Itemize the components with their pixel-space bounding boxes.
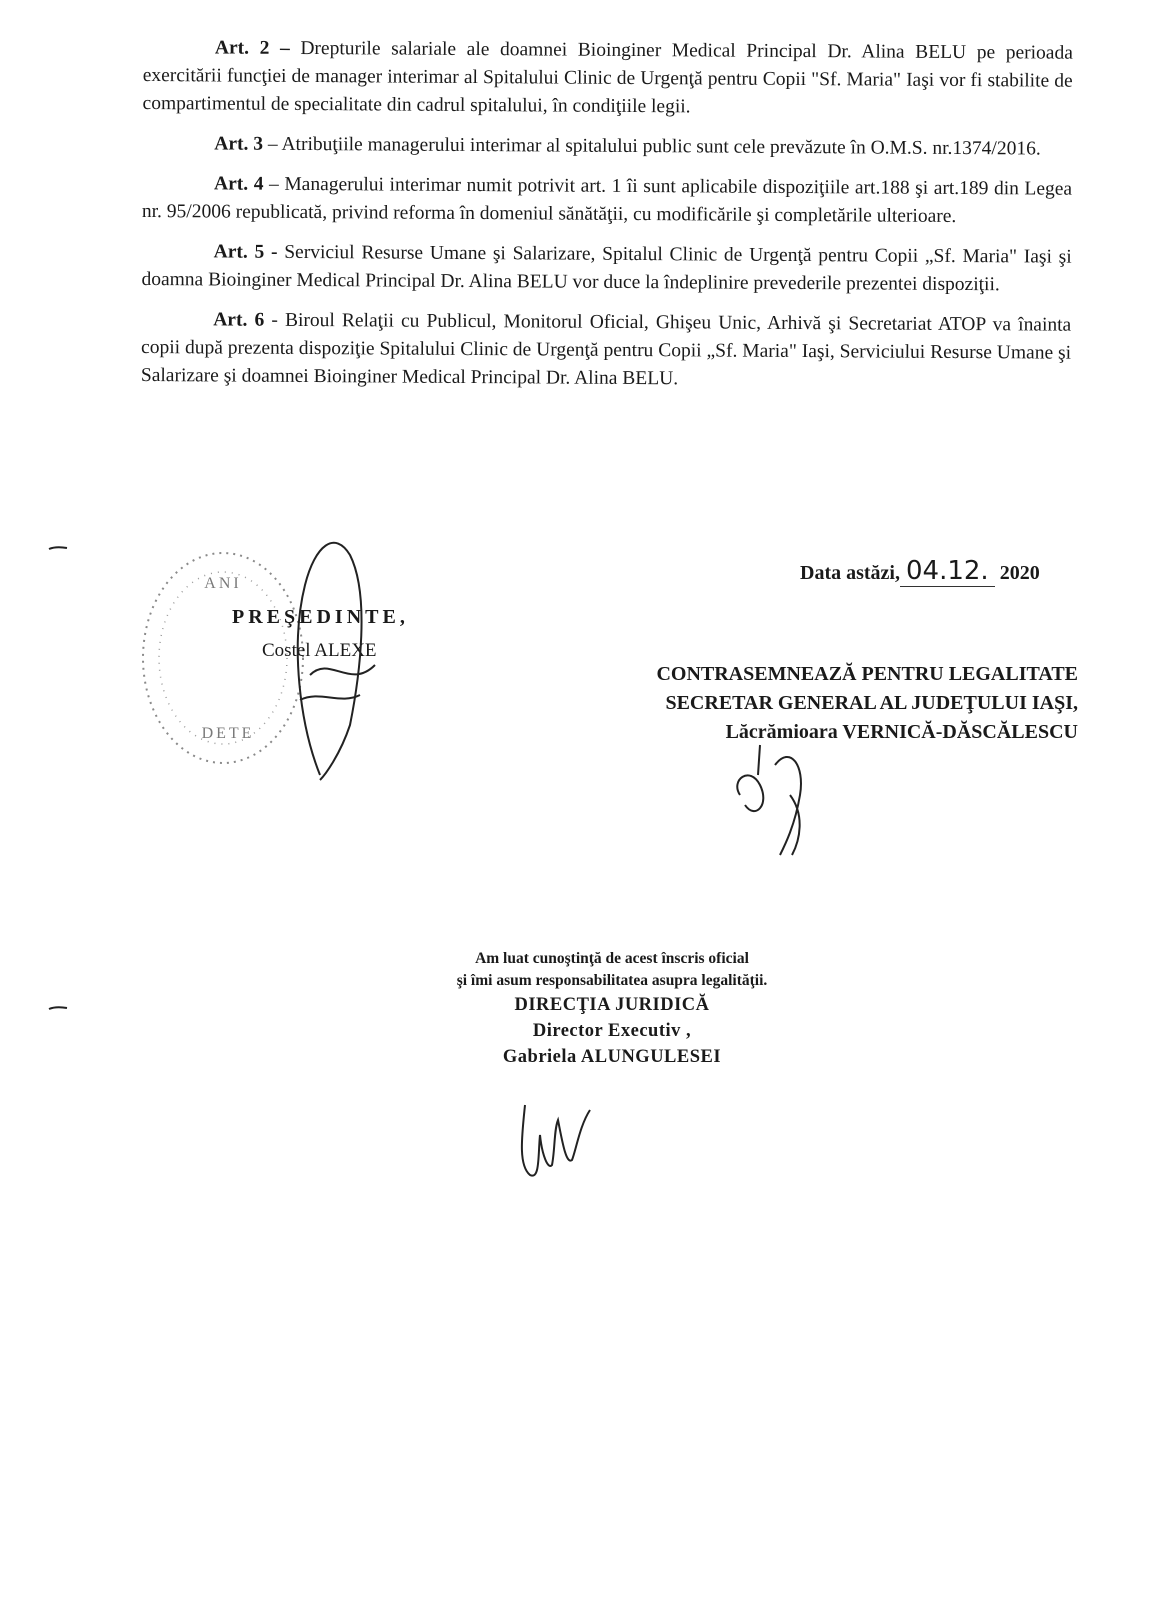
edge-mark-top (48, 545, 68, 551)
stamp-bottom-text: DETE (201, 725, 255, 742)
secretary-signature (730, 735, 820, 865)
legal-line-2: şi îmi asum responsabilitatea asupra legalităţii. (456, 972, 768, 989)
article-2 (142, 34, 1072, 124)
legal-director-signature (510, 1095, 600, 1195)
article-number: Art. 6 (213, 309, 265, 331)
article-number: Art. 5 - (213, 241, 278, 263)
countersign-name: Lăcrămioara VERNICĂ-DĂSCĂLESCU (725, 721, 1078, 743)
article-number: Art. 4 (214, 173, 264, 195)
president-name: Costel ALEXE (262, 640, 377, 661)
edge-mark-bottom (48, 1005, 68, 1011)
article-text: - Biroul Relaţii cu Publicul, Monitorul Oficial, Ghişeu Unic, Arhivă şi Secretariat ATOP va înainta copii după prezenta dispoziţie Spitalului Clinic de Urgenţă pentru Copii „Sf. Maria" Iaşi, Serviciului Resurse Umane şi Salarizare şi doamnei Bioinginer Medical Principal Dr. Alina BELU. (140, 309, 1072, 390)
date-label: Data astăzi, (800, 562, 900, 584)
legal-department: DIRECŢIA JURIDICĂ (514, 995, 710, 1015)
countersign-role: SECRETAR GENERAL AL JUDEŢULUI IAŞI, (665, 692, 1078, 714)
stamp-top-text: ANI (204, 575, 242, 592)
legal-line-1: Am luat cunoştinţă de acest înscris oficial (475, 950, 749, 967)
article-number: Art. 3 (214, 133, 264, 155)
article-text: Serviciul Resurse Umane şi Salarizare, Spitalul Clinic de Urgenţă pentru Copii „Sf. Maria" Iaşi şi doamna Bioinginer Medical Principal Dr. Alina BELU vor duce la îndeplinire prevederile prezentei dispoziţii. (141, 241, 1072, 296)
legal-role: Director Executiv , (532, 1021, 692, 1041)
article-number: Art. 2 – (214, 37, 290, 59)
president-title: PREŞEDINTE, (232, 606, 409, 628)
countersign-title: CONTRASEMNEAZĂ PENTRU LEGALITATE (656, 663, 1078, 685)
articles-section (141, 34, 1073, 408)
article-text: – Managerului interimar numit potrivit art. 1 îi sunt aplicabile dispoziţiile art.188 şi art.189 din Legea nr. 95/2006 republicată, privind reforma în domeniul sănătăţii, cu modificările şi completările ulterioare. (141, 173, 1073, 227)
article-text: – Atribuţiile managerului interimar al spitalului public sunt cele prevăzute în O.M.S. nr.1374/2016. (267, 133, 1041, 160)
president-signature (280, 525, 390, 795)
date-year: 2020 (999, 562, 1040, 584)
date-handwritten: 04.12. (900, 556, 995, 587)
article-6 (141, 306, 1071, 396)
article-4 (142, 170, 1072, 232)
countersign-block (568, 660, 1078, 747)
legal-acknowledgement (402, 948, 822, 1070)
article-text: Drepturile salariale ale doamnei Bioinginer Medical Principal Dr. Alina BELU pe perioada exercitării funcţiei de manager interimar al Spitalului Clinic de Urgenţă pentru Copii "Sf. Maria" Iaşi vor fi stabilite de compartimentul de specialitate din cadrul spitalului, în condiţiile legii. (142, 37, 1073, 118)
legal-name: Gabriela ALUNGULESEI (502, 1047, 722, 1067)
date-line (800, 556, 1040, 586)
article-5 (141, 238, 1071, 300)
article-3 (142, 130, 1072, 164)
